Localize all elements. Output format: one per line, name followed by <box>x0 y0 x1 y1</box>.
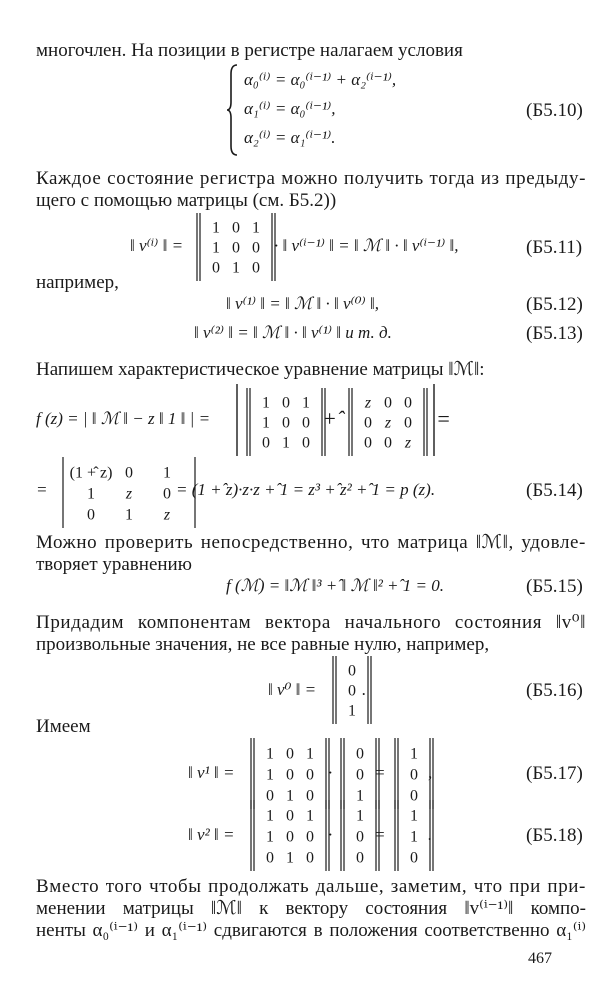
paragraph-line: ненты α₀⁽ⁱ⁻¹⁾ и α₁⁽ⁱ⁻¹⁾ сдвигаются в положения соответственно α₁⁽ⁱ⁾ <box>36 920 586 941</box>
matrix-entry: 0 <box>286 745 294 763</box>
equation-lhs: = <box>36 480 48 499</box>
comma: , <box>428 763 433 782</box>
equation-line: ‖ v⁽¹⁾ ‖ = ‖ ℳ ‖ · ‖ v⁽⁰⁾ ‖, <box>226 294 379 313</box>
dot-operator: · <box>328 763 333 782</box>
matrix-entry: 0 <box>410 787 418 805</box>
matrix-entry: 0 <box>410 766 418 784</box>
determinant-bars <box>236 384 436 456</box>
matrix-entry: 1 <box>266 828 274 846</box>
period: . <box>428 825 433 844</box>
paragraph-line: менении матрицы ‖ℳ‖ к вектору состояния ‖v⁽ⁱ⁻¹⁾‖ компо- <box>36 898 586 919</box>
paragraph-line: Каждое состояние регистра можно получить тогда из предыду- <box>36 168 586 189</box>
matrix-entry: 0 <box>356 849 364 867</box>
matrix-entry: 0 <box>306 849 314 867</box>
matrix-entry: 1 <box>302 394 310 412</box>
paragraph-line: произвольные значения, не все равные нулю, например, <box>36 634 490 655</box>
equation-number: (Б5.15) <box>526 576 583 597</box>
matrix-entry: 0 <box>252 239 260 257</box>
equation-number: (Б5.17) <box>526 763 583 784</box>
matrix-entry: 0 <box>306 787 314 805</box>
matrix-m-b517-grid <box>250 738 333 809</box>
matrix-entry: z <box>364 394 372 412</box>
matrix-entry: 0 <box>356 766 364 784</box>
equation-number: (Б5.16) <box>526 680 583 701</box>
matrix-entry: 1 <box>286 787 294 805</box>
page-number: 467 <box>528 950 552 967</box>
matrix-entry: 0 <box>125 464 133 482</box>
matrix-entry: 0 <box>212 259 220 277</box>
matrix-entry: 1 <box>266 745 274 763</box>
equation-number: (Б5.12) <box>526 294 583 315</box>
matrix-entry: 0 <box>262 434 270 452</box>
equation-number: (Б5.18) <box>526 825 583 846</box>
matrix-entry: 0 <box>163 485 171 503</box>
matrix-entry: 0 <box>252 259 260 277</box>
matrix-entry: 0 <box>282 414 290 432</box>
matrix-entry: 0 <box>302 434 310 452</box>
matrix-entry: 1 <box>212 219 220 237</box>
matrix-entry: 0 <box>348 662 356 680</box>
matrix-entry: 0 <box>286 766 294 784</box>
left-brace <box>226 64 240 156</box>
matrix-entry: 1 <box>266 766 274 784</box>
matrix-entry: 0 <box>266 849 274 867</box>
paragraph-line: Напишем характеристическое уравнение матрицы ‖ℳ‖: <box>36 359 485 380</box>
matrix-entry: 1 <box>410 828 418 846</box>
matrix-m-grid <box>196 213 276 281</box>
matrix-entry: 1 <box>262 414 270 432</box>
equation-number: (Б5.11) <box>526 237 583 258</box>
dot-operator: · <box>328 825 333 844</box>
equation-lhs: ‖ v⁽ⁱ⁾ ‖ = <box>130 236 184 255</box>
matrix-entry: 1 <box>125 506 133 524</box>
paragraph-line: щего с помощью матрицы (см. Б5.2)) <box>36 190 337 211</box>
matrix-entry: z <box>125 485 133 503</box>
matrix-entry: 1 <box>286 849 294 867</box>
matrix-entry: 0 <box>404 414 412 432</box>
equals-sign: = <box>374 763 386 782</box>
matrix-entry: 1 <box>163 464 171 482</box>
matrix-entry: 0 <box>348 682 356 700</box>
equation-number: (Б5.13) <box>526 323 583 344</box>
equation-line: ‖ v⁽²⁾ ‖ = ‖ ℳ ‖ · ‖ v⁽¹⁾ ‖ и т. д. <box>194 323 392 342</box>
matrix-entry: 1 <box>348 702 356 720</box>
equation-lhs: ‖ v² ‖ = <box>188 825 235 844</box>
matrix-entry: 1 <box>232 259 240 277</box>
matrix-entry: 1 <box>252 219 260 237</box>
matrix-entry: z <box>404 434 412 452</box>
period: . <box>362 680 367 699</box>
matrix-entry: 1 <box>410 807 418 825</box>
matrix-entry: 0 <box>266 787 274 805</box>
matrix-entry: 1 <box>266 807 274 825</box>
matrix-entry: 0 <box>286 828 294 846</box>
matrix-entry: 1 <box>306 807 314 825</box>
matrix-entry: 0 <box>404 394 412 412</box>
matrix-entry: 0 <box>232 239 240 257</box>
equation-lhs: ‖ v⁰ ‖ = <box>268 680 317 699</box>
equation-number: (Б5.14) <box>526 480 583 501</box>
equals-sign: = <box>436 406 451 431</box>
equation-lhs: ‖ v¹ ‖ = <box>188 763 235 782</box>
matrix-entry: 0 <box>286 807 294 825</box>
paragraph-line: многочлен. На позиции в регистре налагаем условия <box>36 40 463 61</box>
paragraph-line: творяет уравнению <box>36 554 192 575</box>
matrix-entry: 0 <box>87 506 95 524</box>
matrix-entry: 0 <box>302 414 310 432</box>
matrix-entry: 1 <box>356 807 364 825</box>
matrix-entry: 0 <box>364 434 372 452</box>
equals-sign: = <box>374 825 386 844</box>
matrix-entry: z <box>384 414 392 432</box>
matrix-entry: 1 <box>262 394 270 412</box>
matrix-entry: 0 <box>410 849 418 867</box>
equation-line: f (ℳ) = ‖ℳ ‖³ +̂ ‖ ℳ ‖² +̂ 1 = 0. <box>226 576 445 595</box>
matrix-entry: (1 +̂ z) <box>69 464 113 482</box>
matrix-entry: 0 <box>306 828 314 846</box>
equation-number: (Б5.10) <box>526 100 583 121</box>
matrix-entry: 0 <box>356 745 364 763</box>
matrix-entry: 1 <box>306 745 314 763</box>
equation-line: α₂⁽ⁱ⁾ = α₁⁽ⁱ⁻¹⁾. <box>244 128 336 147</box>
matrix-entry: 0 <box>384 394 392 412</box>
paragraph-line: Придадим компонентам вектора начального состояния ‖v⁰‖ <box>36 612 586 633</box>
equation-line: α₀⁽ⁱ⁾ = α₀⁽ⁱ⁻¹⁾ + α₂⁽ⁱ⁻¹⁾, <box>244 70 397 89</box>
matrix-entry: 0 <box>282 394 290 412</box>
matrix-entry: 0 <box>364 414 372 432</box>
paragraph-line: Можно проверить непосредственно, что матрица ‖ℳ‖, удовле- <box>36 532 586 553</box>
matrix-entry: 1 <box>410 745 418 763</box>
equation-rhs: · ‖ v⁽ⁱ⁻¹⁾ ‖ = ‖ ℳ ‖ · ‖ v⁽ⁱ⁻¹⁾ ‖, <box>274 236 459 255</box>
matrix-entry: 1 <box>356 787 364 805</box>
matrix-entry: 1 <box>87 485 95 503</box>
paragraph-line: Вместо того чтобы продолжать дальше, заметим, что при при- <box>36 876 586 897</box>
matrix-entry: 0 <box>232 219 240 237</box>
matrix-entry: z <box>163 506 171 524</box>
matrix-entry: 1 <box>212 239 220 257</box>
paragraph-line: Имеем <box>36 716 91 737</box>
paragraph-line: например, <box>36 272 119 293</box>
equation-rhs: = (1 +̂ z)·z·z +̂ 1 = z³ +̂ z² +̂ 1 = p (z). <box>176 480 436 499</box>
matrix-entry: 0 <box>306 766 314 784</box>
matrix-entry: 0 <box>384 434 392 452</box>
equation-lhs: f (z) = | ‖ ℳ ‖ − z ‖ 1 ‖ | = <box>36 409 211 428</box>
matrix-m-b518-grid <box>250 800 333 871</box>
matrix-entry: 0 <box>356 828 364 846</box>
hat-plus-operator: +̂ <box>322 406 337 431</box>
equation-line: α₁⁽ⁱ⁾ = α₀⁽ⁱ⁻¹⁾, <box>244 99 336 118</box>
matrix-entry: 1 <box>282 434 290 452</box>
